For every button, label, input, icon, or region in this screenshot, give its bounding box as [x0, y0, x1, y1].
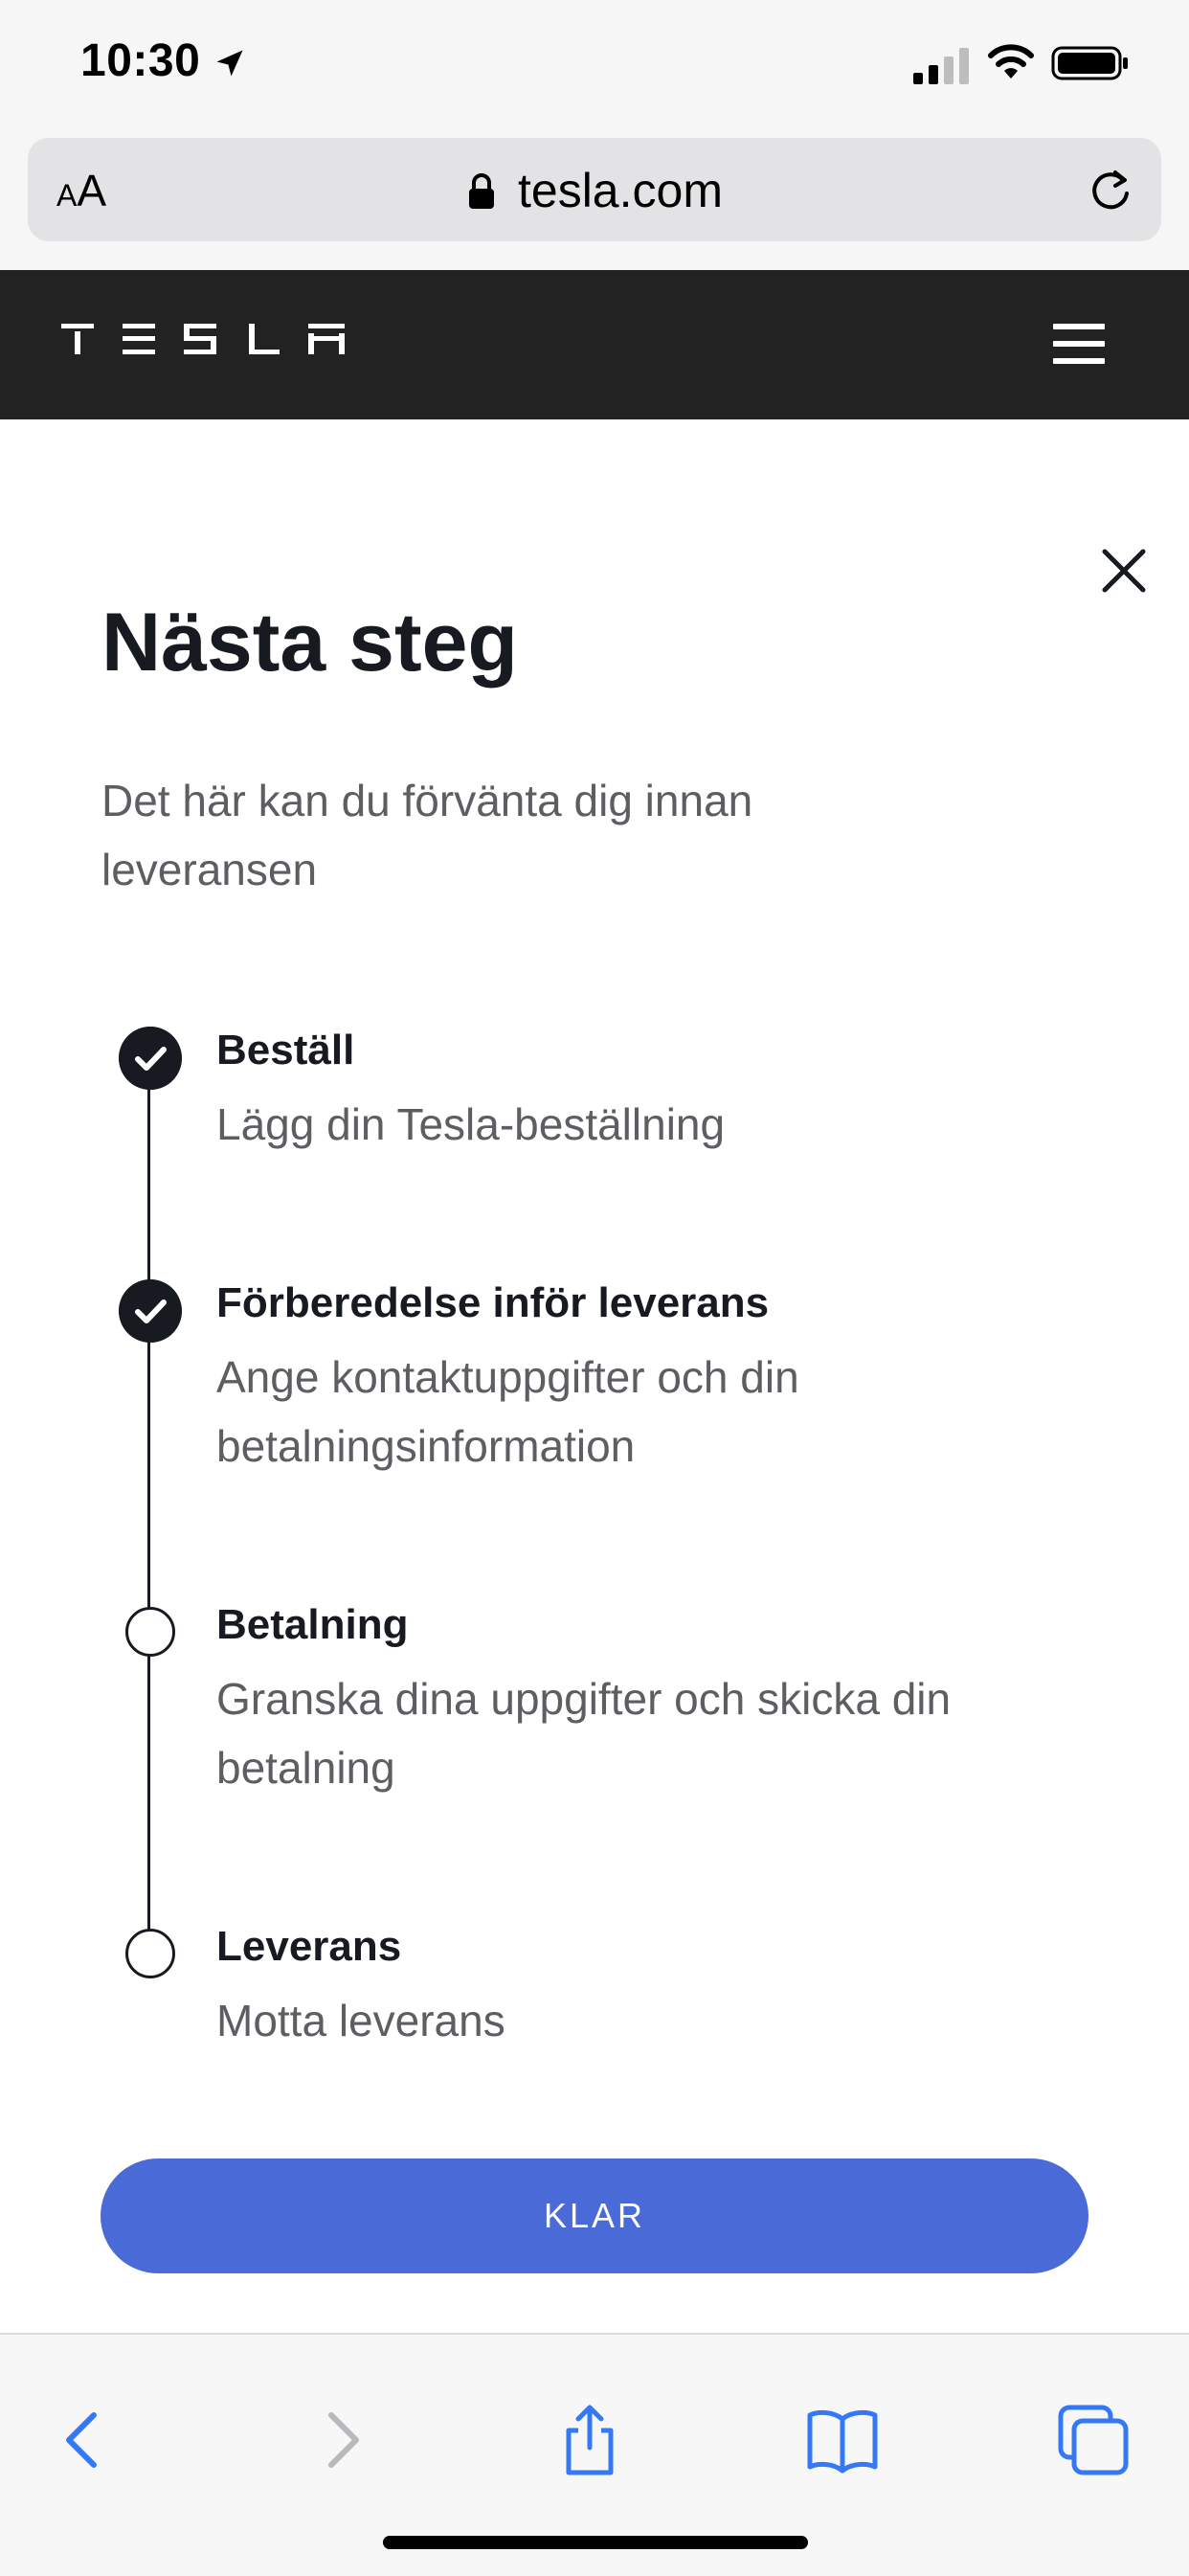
url-text[interactable]: tesla.com	[518, 164, 723, 217]
timeline-line	[147, 1044, 150, 1955]
check-icon	[119, 1027, 182, 1090]
step-title: Betalning	[216, 1601, 409, 1648]
text-size-button[interactable]: AA	[56, 166, 107, 215]
location-arrow-icon	[213, 46, 247, 80]
status-bar	[0, 0, 1189, 134]
pending-circle-icon	[125, 1607, 175, 1657]
back-icon[interactable]	[46, 2402, 123, 2478]
hamburger-menu-icon[interactable]	[1053, 324, 1116, 370]
step-description: Ange kontaktuppgifter och din betalningsinformation	[216, 1352, 799, 1471]
step-description: Granska dina uppgifter och skicka din betalning	[216, 1674, 952, 1793]
lock-icon	[466, 172, 497, 211]
home-indicator[interactable]	[383, 2536, 808, 2549]
close-icon[interactable]	[1099, 546, 1149, 596]
reload-icon[interactable]	[1087, 167, 1134, 215]
site-header	[0, 270, 1189, 419]
battery-icon	[1051, 44, 1130, 82]
wifi-icon	[986, 42, 1036, 80]
tesla-logo[interactable]	[61, 322, 345, 354]
check-icon	[119, 1279, 182, 1343]
cellular-signal-icon	[913, 46, 969, 84]
page-title: Nästa steg	[101, 597, 518, 689]
browser-address-area	[0, 134, 1189, 270]
page-subtitle: Det här kan du förvänta dig innan leveransen	[101, 776, 753, 894]
forward-icon[interactable]	[303, 2402, 379, 2478]
address-bar[interactable]	[28, 138, 1161, 241]
done-button[interactable]: KLAR	[101, 2158, 1088, 2273]
step-title: Beställ	[216, 1027, 355, 1073]
share-icon[interactable]	[551, 2402, 628, 2478]
tabs-icon[interactable]	[1055, 2402, 1132, 2478]
status-time: 10:30	[80, 35, 201, 86]
bookmarks-icon[interactable]	[804, 2402, 881, 2478]
step-title: Förberedelse inför leverans	[216, 1279, 770, 1326]
step-title: Leverans	[216, 1923, 402, 1970]
step-description: Lägg din Tesla-beställning	[216, 1099, 726, 1149]
step-description: Motta leverans	[216, 1996, 505, 2045]
pending-circle-icon	[125, 1929, 175, 1978]
